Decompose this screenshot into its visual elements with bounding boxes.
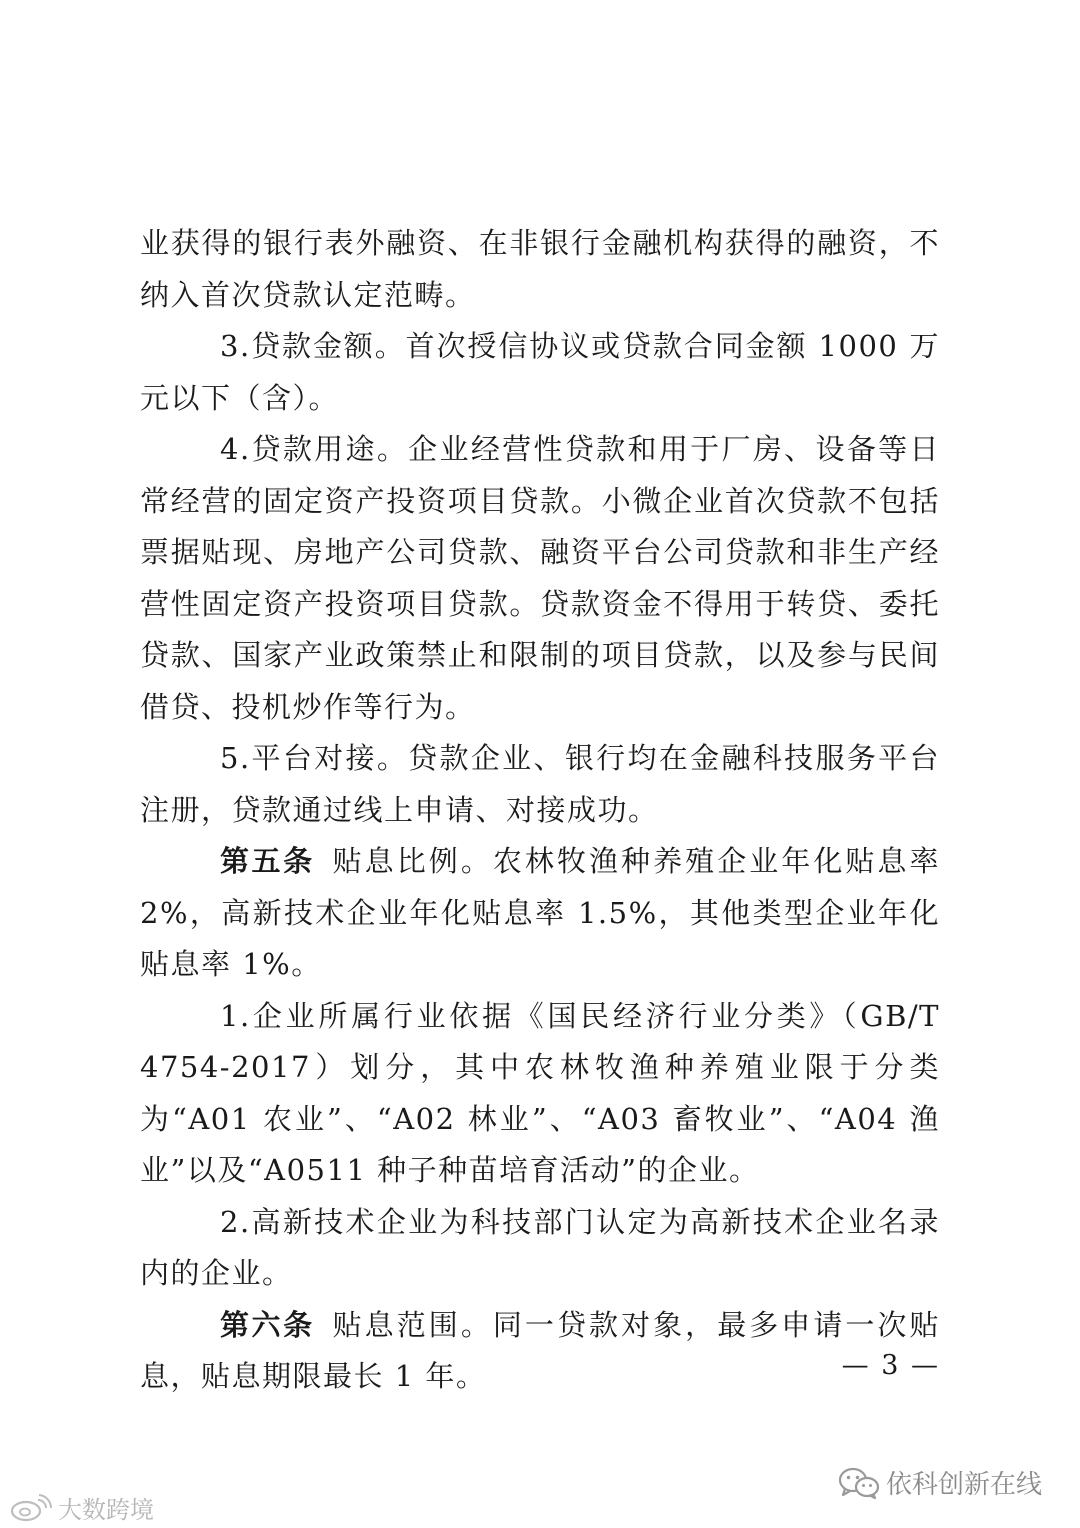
paragraph-text: 3.贷款金额。首次授信协议或贷款合同金额 1000 万元以下（含）。 bbox=[140, 329, 940, 415]
watermark-weibo bbox=[8, 1490, 154, 1525]
article-heading: 第六条 bbox=[220, 1307, 315, 1342]
article-heading: 第五条 bbox=[220, 844, 315, 878]
paragraph-text: 5.平台对接。贷款企业、银行均在金融科技服务平台注册，贷款通过线上申请、对接成功。 bbox=[140, 741, 940, 827]
paragraph-high-tech bbox=[140, 1197, 940, 1300]
paragraph-article-5 bbox=[140, 836, 940, 991]
weibo-icon bbox=[8, 1494, 54, 1522]
watermark-wechat bbox=[838, 1464, 1042, 1501]
paragraph-loan-purpose bbox=[140, 424, 940, 733]
paragraph-text: 2.高新技术企业为科技部门认定为高新技术企业名录内的企业。 bbox=[140, 1204, 940, 1290]
paragraph-continuation bbox=[140, 218, 940, 321]
page-number: — 3 — bbox=[841, 1350, 940, 1381]
wechat-icon bbox=[838, 1466, 880, 1500]
paragraph-text: 贴息范围。同一贷款对象，最多申请一次贴息，贴息期限最长 1 年。 bbox=[140, 1307, 940, 1393]
paragraph-text: 4.贷款用途。企业经营性贷款和用于厂房、设备等日常经营的固定资产投资项目贷款。小微企业首次贷款不包括票据贴现、房地产公司贷款、融资平台公司贷款和非生产经营性固定资产投资项目贷款。贷款资金不得用于转贷、委托贷款、国家产业政策禁止和限制的项目贷款，以及参与民间借贷、投机炒作等行为。 bbox=[140, 432, 940, 724]
document-body bbox=[140, 218, 940, 1403]
paragraph-text: 贴息比例。农林牧渔种养殖企业年化贴息率 2%，高新技术企业年化贴息率 1.5%，其他类型企业年化贴息率 1%。 bbox=[140, 844, 940, 981]
paragraph-text: 业获得的银行表外融资、在非银行金融机构获得的融资，不纳入首次贷款认定范畴。 bbox=[140, 226, 940, 312]
paragraph-platform bbox=[140, 733, 940, 836]
paragraph-text: 1.企业所属行业依据《国民经济行业分类》（GB/T 4754-2017）划分，其中农林牧渔种养殖业限于分类为“A01 农业”、“A02 林业”、“A03 畜牧业”、“A04 渔业”以及“A0511 种子种苗培育活动”的企业。 bbox=[140, 998, 940, 1187]
paragraph-article-6 bbox=[140, 1300, 940, 1403]
watermark-text: 大数跨境 bbox=[58, 1496, 154, 1524]
watermark-text: 依科创新在线 bbox=[886, 1470, 1043, 1500]
paragraph-loan-amount bbox=[140, 321, 940, 424]
paragraph-industry-classification bbox=[140, 991, 940, 1197]
